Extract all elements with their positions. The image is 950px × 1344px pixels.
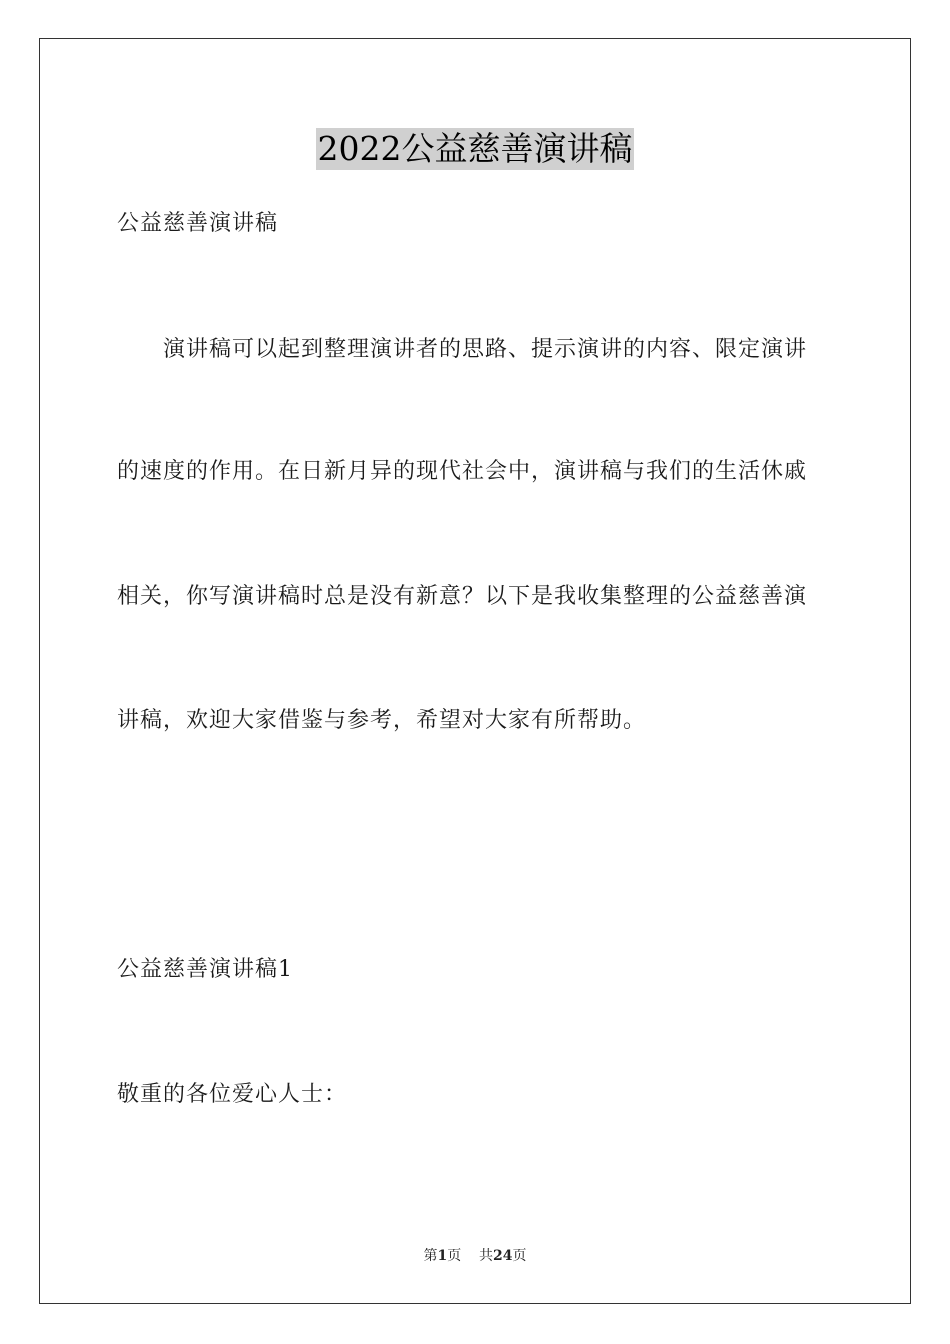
document-subtitle: 公益慈善演讲稿 bbox=[117, 211, 279, 236]
salutation: 敬重的各位爱心人士： bbox=[117, 1082, 348, 1107]
document-title: 2022公益慈善演讲稿 bbox=[317, 129, 633, 168]
intro-paragraph-line-3: 相关，你写演讲稿时总是没有新意？以下是我收集整理的公益慈善演 bbox=[117, 584, 808, 609]
page-number: 1 bbox=[437, 1248, 448, 1264]
intro-paragraph-line-4: 讲稿，欢迎大家借鉴与参考，希望对大家有所帮助。 bbox=[117, 708, 647, 733]
intro-paragraph-line-1: 演讲稿可以起到整理演讲者的思路、提示演讲的内容、限定演讲 bbox=[163, 337, 808, 362]
page-prefix: 第 bbox=[423, 1248, 438, 1264]
page-unit: 页 bbox=[447, 1248, 462, 1264]
title-container bbox=[0, 128, 950, 170]
total-unit: 页 bbox=[512, 1248, 527, 1264]
total-prefix: 共 bbox=[479, 1248, 494, 1264]
intro-paragraph-line-2: 的速度的作用。在日新月异的现代社会中，演讲稿与我们的生活休戚 bbox=[117, 459, 808, 484]
section-heading: 公益慈善演讲稿1 bbox=[117, 957, 293, 982]
total-pages: 24 bbox=[493, 1248, 513, 1264]
page-footer bbox=[0, 1247, 950, 1265]
